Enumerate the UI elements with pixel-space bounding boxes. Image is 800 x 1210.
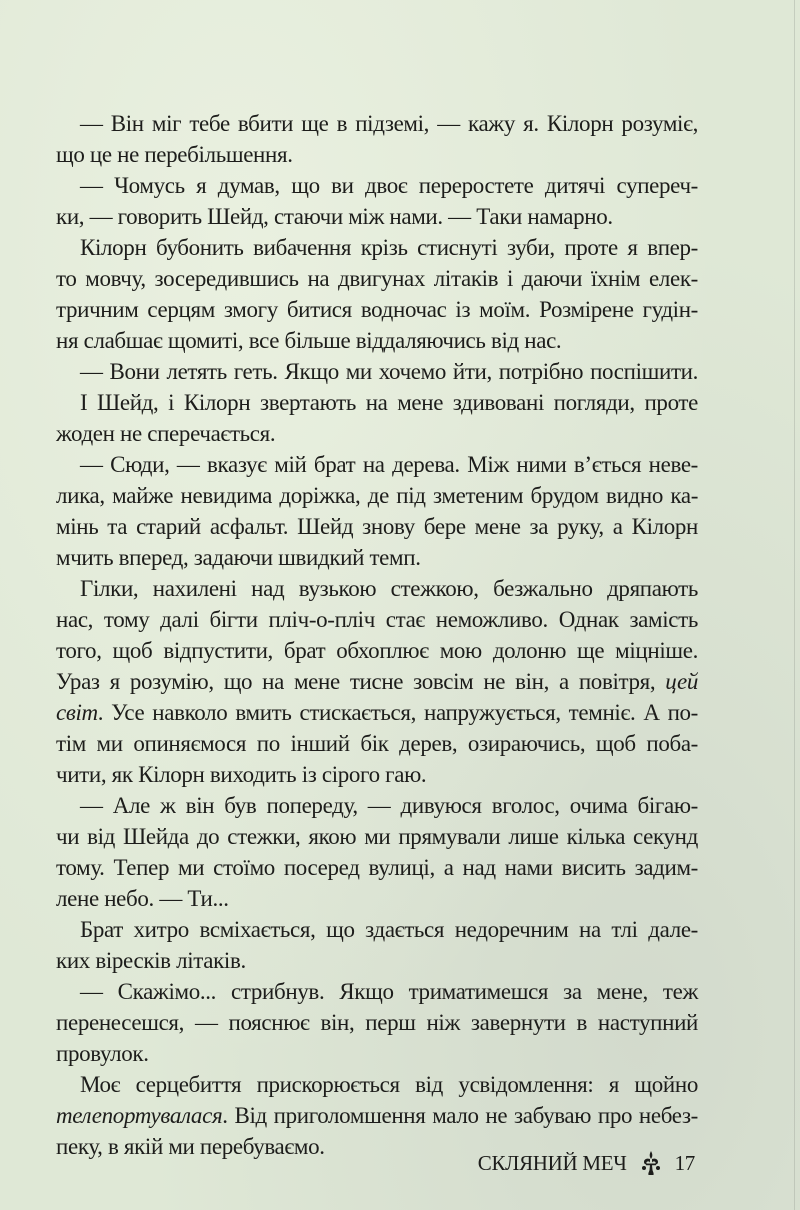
italic-emphasis: телепортувалася	[56, 1103, 223, 1128]
text-line: тому. Тепер ми стоїмо посеред вулиці, а над нами висить задим-	[56, 855, 698, 880]
text-line: Моє серцебиття прискорюється від усвідомлення: я щойно	[80, 1072, 698, 1097]
text-line	[56, 666, 698, 697]
page-footer	[478, 1150, 695, 1176]
page-edge	[794, 0, 795, 1210]
text-line: жоден не сперечається.	[56, 421, 276, 446]
text-line: — Він міг тебе вбити ще в підземі, — кажу я. Кілорн розуміє,	[80, 111, 698, 136]
text-line: нас, тому далі бігти пліч-о-пліч стає неможливо. Однак замість	[56, 607, 698, 632]
text-line: чити, як Кілорн виходить із сірого гаю.	[56, 762, 427, 787]
text-line: що це не перебільшення.	[56, 142, 293, 167]
text-line: ких віресків літаків.	[56, 948, 246, 973]
text-line: — Сюди, — вказує мій брат на дерева. Між ними в’ється неве-	[80, 452, 698, 477]
text-line: мінь та старий асфальт. Шейд знову бере мене за руку, а Кілорн	[56, 514, 698, 539]
text-line: ня слабшає щомиті, все більше віддаляючись від нас.	[56, 328, 562, 353]
text-line: Кілорн бубонить вибачення крізь стиснуті зуби, проте я впер-	[80, 235, 698, 260]
text-line: перенесешся, — пояснює він, перш ніж завернути в наступний	[56, 1010, 698, 1035]
text-line: того, щоб відпустити, брат обхоплює мою долоню ще міцніше.	[56, 638, 698, 663]
text-line: пеку, в якій ми перебуваємо.	[56, 1134, 325, 1159]
line-text: . Від приголомшення мало не забуваю про небез-	[222, 1103, 698, 1128]
text-line: то мовчу, зосередившись на двигунах літаків і даючи їхнім елек-	[56, 266, 698, 291]
line-text: Ураз я розумію, що на мене тисне зовсім не він, а повітря,	[56, 669, 656, 694]
running-title: СКЛЯНИЙ МЕЧ	[477, 1150, 627, 1175]
text-line: Гілки, нахилені над вузькою стежкою, безжально дряпають	[80, 576, 698, 601]
text-line: лика, майже невидима доріжка, де під зметеним брудом видно ка-	[56, 483, 698, 508]
text-line: — Вони летять геть. Якщо ми хочемо йти, потрібно поспішити.	[80, 359, 698, 384]
text-line	[56, 1100, 698, 1131]
body-text	[56, 108, 698, 1162]
fleur-de-lis-icon	[641, 1150, 661, 1176]
text-line: Брат хитро всміхається, що здається недоречним на тлі дале-	[80, 917, 698, 942]
text-line: тричним серцям змогу битися водночас із моїм. Розмірене гудін-	[56, 297, 698, 322]
text-line: — Але ж він був попереду, — дивуюся вголос, очима бігаю-	[80, 793, 698, 818]
page-number: 17	[674, 1150, 695, 1175]
text-line: провулок.	[56, 1041, 149, 1066]
text-line: ки, — говорить Шейд, стаючи між нами. — Таки намарно.	[56, 204, 613, 229]
line-text: . Усе навколо вмить стискається, напружується, темніє. А по-	[97, 700, 698, 725]
text-line: — Скажімо... стрибнув. Якщо триматимешся за мене, теж	[80, 979, 698, 1004]
italic-emphasis: цей	[665, 669, 698, 694]
text-line: тім ми опиняємося по інший бік дерев, озираючись, щоб поба-	[56, 731, 698, 756]
text-line: чи від Шейда до стежки, якою ми прямували лише кілька секунд	[56, 824, 698, 849]
italic-emphasis: світ	[56, 700, 98, 725]
text-line	[56, 697, 698, 728]
text-line: мчить вперед, задаючи швидкий темп.	[56, 545, 421, 570]
text-line: лене небо. — Ти...	[56, 886, 229, 911]
text-line: — Чомусь я думав, що ви двоє переростете дитячі супереч-	[80, 173, 698, 198]
text-line: І Шейд, і Кілорн звертають на мене здивовані погляди, проте	[80, 390, 698, 415]
